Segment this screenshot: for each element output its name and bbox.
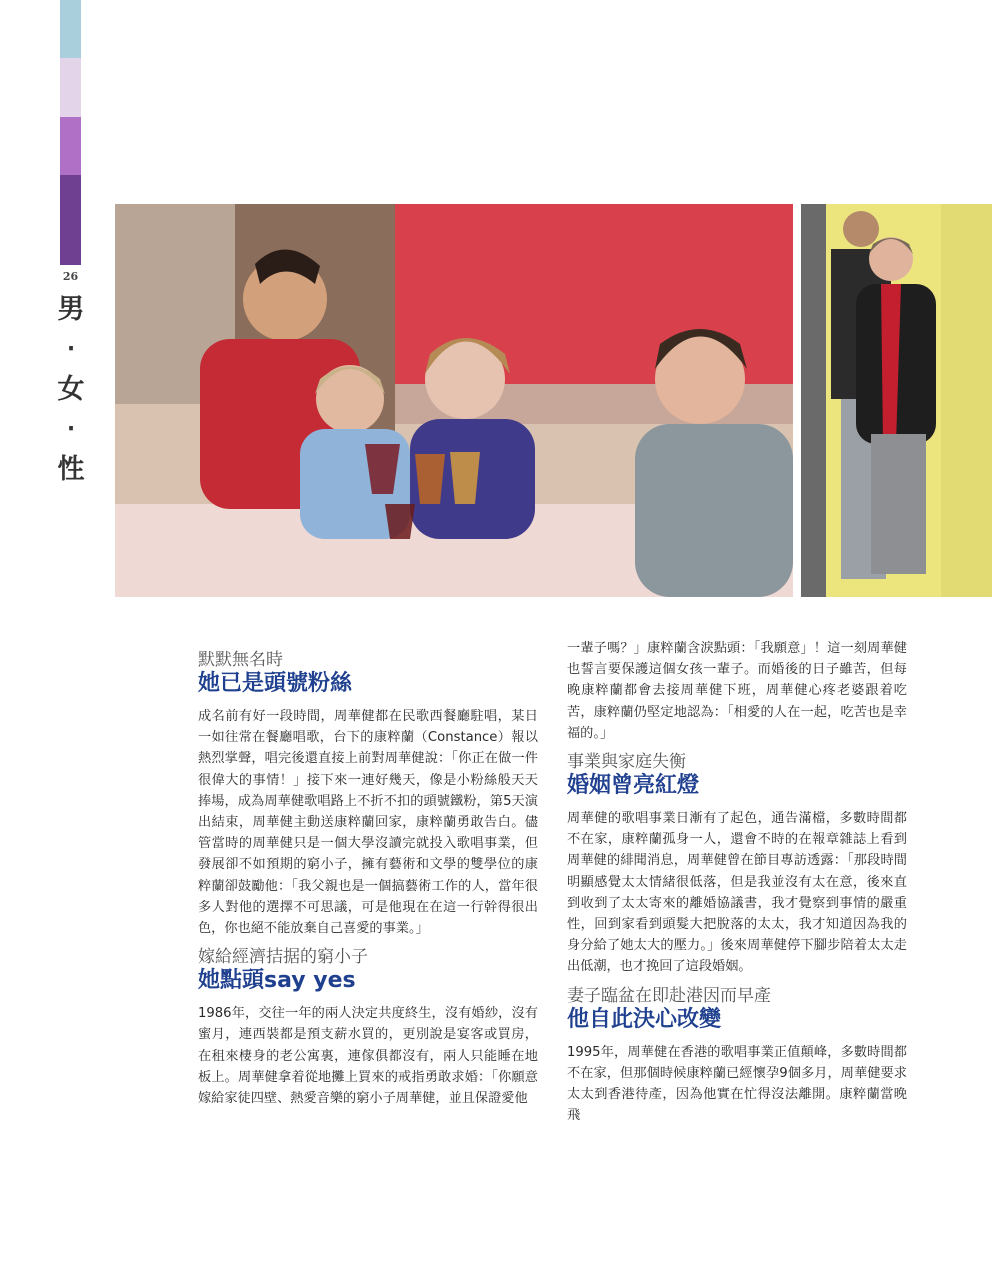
side-photo — [801, 204, 992, 597]
left-column — [198, 650, 538, 1117]
article-headline: 他自此決心改變 — [567, 1006, 722, 1032]
article-body: 1986年，交往一年的兩人決定共度終生，沒有婚紗，沒有蜜月，連西裝都是預支薪水買的，更別說是宴客或買房，在租來棲身的老公寓裏，連傢俱都沒有，兩人只能睡在地板上。周華健拿着從地攤上買來的戒指勇敢求婚：「你願意嫁給家徒四壁、熱愛音樂的窮小子周華健，並且保證愛他 — [198, 1006, 538, 1107]
section-label-dot: ‧ — [66, 334, 76, 365]
side-photo-illustration — [801, 204, 992, 597]
article-continued-body: 一輩子嗎？」康粹蘭含淚點頭：「我願意」！這一刻周華健也誓言要保護這個女孩一輩子。而婚後的日子雖苦，但每晚康粹蘭都會去接周華健下班，周華健心疼老婆跟着吃苦，康粹蘭仍堅定地認為：「相愛的人在一起，吃苦也是幸福的。」 — [567, 641, 907, 741]
main-photo-illustration — [115, 204, 793, 597]
article-body: 周華健的歌唱事業日漸有了起色，通告滿檔，多數時間都不在家，康粹蘭孤身一人，還會不時的在報章雜誌上看到周華健的緋聞消息，周華健曾在節目專訪透露：「那段時間明顯感覺太太情緒很低落，但是我並沒有太在意，後來直到收到了太太寄來的離婚協議書，我才覺察到事情的嚴重性，回到家看到頭髮大把脫落的太太，我才知道因為我的身分給了她太大的壓力。」後來周華健停下腳步陪着太太走出低潮，也才挽回了這段婚姻。 — [567, 811, 907, 975]
color-strip-mid — [60, 117, 81, 175]
section-label-char: 男 — [57, 294, 85, 325]
article-headline: 婚姻曾亮紅燈 — [567, 773, 700, 799]
article-body: 成名前有好一段時間，周華健都在民歌西餐廳駐唱，某日一如往常在餐廳唱歌，台下的康粹蘭（Constance）報以熱烈掌聲，唱完後還直接上前對周華健說：「你正在做一件很偉大的事情！」接下來一連好幾天，像是小粉絲般天天捧場，成為周華健歌唱路上不折不扣的頭號鐵粉，第5天演出結束，周華健主動送康粹蘭回家，康粹蘭勇敢告白。儘管當時的周華健只是一個大學沒讀完就投入歌唱事業，但發展卻不如預期的窮小子，擁有藝術和文學的雙學位的康粹蘭卻鼓勵他：「我父親也是一個搞藝術工作的人，當年很多人對他的選擇不可思議，可是他現在在這一行幹得很出色，你也絕不能放棄自己喜愛的事業。」 — [198, 709, 538, 937]
color-strip-light — [60, 58, 81, 117]
color-strip-top — [60, 0, 81, 58]
article-subhead: 事業與家庭失衡 — [567, 752, 686, 773]
article-headline: 她已是頭號粉絲 — [198, 671, 353, 696]
article-subhead: 嫁給經濟拮据的窮小子 — [198, 947, 368, 968]
article-body: 1995年，周華健在香港的歌唱事業正值顛峰，多數時間都不在家，但那個時候康粹蘭已經懷孕9個多月，周華健要求太太到香港待產，因為他實在忙得沒法離開。康粹蘭當晚飛 — [567, 1044, 907, 1124]
right-column — [567, 638, 907, 1134]
page-number: 26 — [62, 270, 79, 283]
article-headline: 她點頭say yes — [198, 968, 356, 994]
main-photo — [115, 204, 793, 597]
section-label-char: 性 — [57, 454, 85, 485]
section-label — [56, 290, 86, 490]
color-strip-dark — [60, 175, 81, 265]
section-label-char: 女 — [57, 374, 85, 405]
article-subhead: 妻子臨盆在即赴港因而早產 — [567, 985, 771, 1006]
section-label-dot: ‧ — [66, 414, 76, 445]
article-subhead: 默默無名時 — [198, 650, 283, 670]
